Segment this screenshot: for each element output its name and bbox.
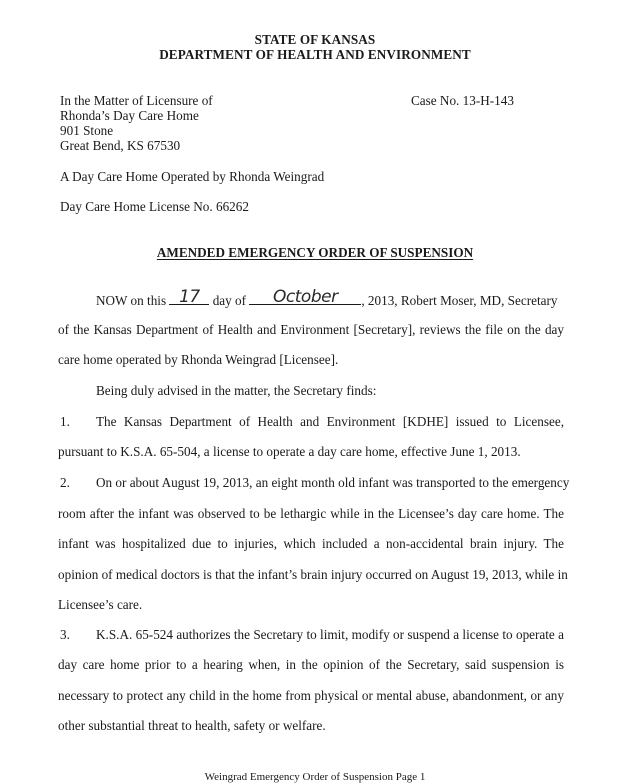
matter-line-3: 901 Stone [60, 123, 114, 138]
finding-3-line-1: K.S.A. 65-524 authorizes the Secretary to limit, modify or suspend a license to operate a [96, 627, 564, 642]
matter-line-4: Great Bend, KS 67530 [60, 138, 181, 153]
page-footer: Weingrad Emergency Order of Suspension Page 1 [204, 771, 426, 783]
finding-1-number: 1. [60, 414, 70, 429]
handwritten-day: 17 [179, 287, 200, 307]
finding-2-line-4: opinion of medical doctors is that the infant’s brain injury occurred on August 19, 2013, while in [58, 567, 568, 582]
handwritten-month: October [273, 287, 338, 307]
finding-2-number: 2. [60, 475, 70, 490]
intro-line-1 [96, 287, 558, 309]
finding-1-line-1: The Kansas Department of Health and Environment [KDHE] issued to Licensee, [96, 414, 564, 429]
day-blank [169, 287, 209, 307]
intro-line-3: care home operated by Rhonda Weingrad [Licensee]. [58, 352, 339, 367]
matter-line-2: Rhonda’s Day Care Home [60, 108, 199, 123]
month-blank [249, 287, 361, 307]
intro-after-month-text: , 2013, Robert Moser, MD, Secretary [361, 293, 558, 308]
finding-2-line-2: room after the infant was observed to be lethargic while in the Licensee’s day care home. The [58, 506, 564, 521]
finding-3-line-3: necessary to protect any child in the home from physical or mental abuse, abandonment, or any [58, 688, 564, 703]
finding-3-line-2: day care home prior to a hearing when, in the opinion of the Secretary, said suspension is [58, 657, 564, 672]
finding-2-line-3: infant was hospitalized due to injuries, which included a non-accidental brain injury. The [58, 536, 564, 551]
header-state: STATE OF KANSAS [254, 32, 376, 47]
finding-2-line-5: Licensee’s care. [58, 597, 143, 612]
order-title: AMENDED EMERGENCY ORDER OF SUSPENSION [156, 245, 474, 260]
finding-3-line-4: other substantial threat to health, safety or welfare. [58, 718, 326, 733]
finding-2-line-1: On or about August 19, 2013, an eight month old infant was transported to the emergency [96, 475, 570, 490]
matter-line-1: In the Matter of Licensure of [60, 93, 213, 108]
finding-3-number: 3. [60, 627, 70, 642]
intro-now-text: NOW on this [96, 293, 167, 308]
intro-line-2: of the Kansas Department of Health and Environment [Secretary], reviews the file on the day [58, 322, 564, 337]
case-number: Case No. 13-H-143 [411, 93, 514, 108]
license-number: Day Care Home License No. 66262 [60, 199, 249, 214]
advised-text: Being duly advised in the matter, the Secretary finds: [96, 383, 377, 398]
header-department: DEPARTMENT OF HEALTH AND ENVIRONMENT [159, 47, 471, 62]
finding-1-line-2: pursuant to K.S.A. 65-504, a license to operate a day care home, effective June 1, 2013. [58, 444, 521, 459]
intro-day-of-text: day of [212, 293, 247, 308]
operated-by: A Day Care Home Operated by Rhonda Weingrad [60, 169, 325, 184]
